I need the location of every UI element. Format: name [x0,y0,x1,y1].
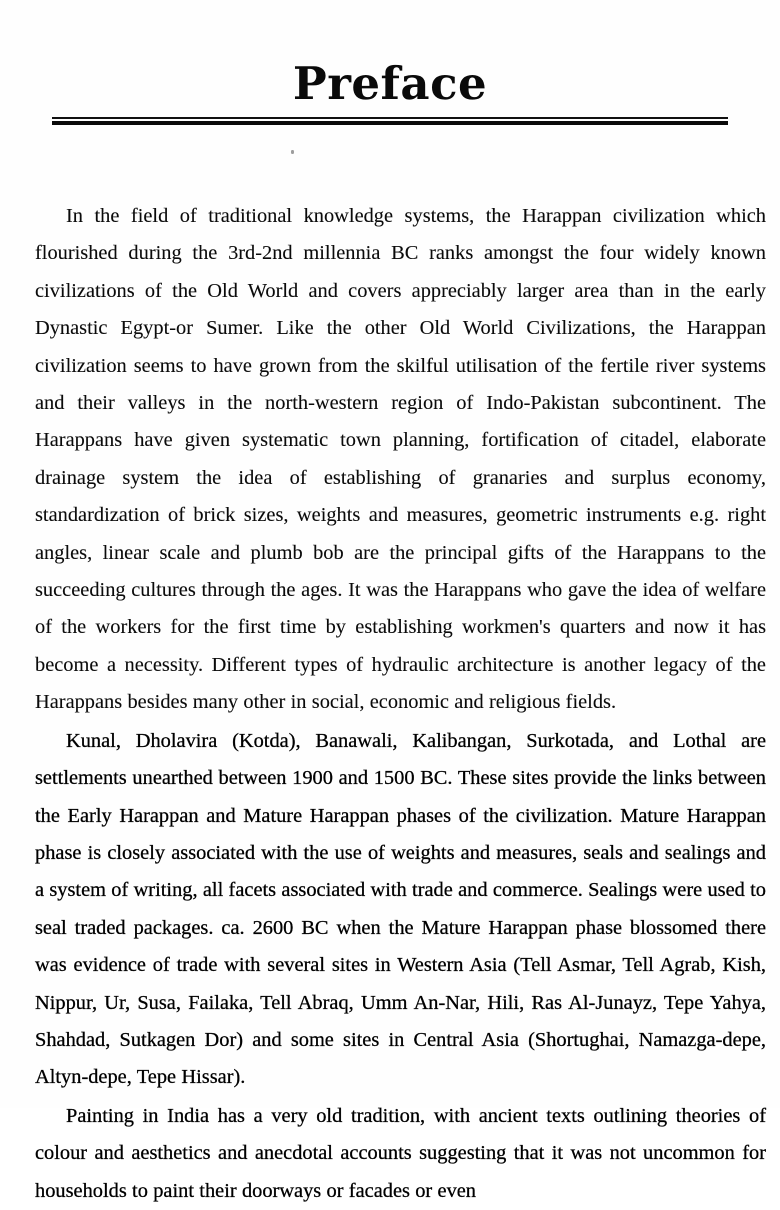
paragraph-painting-in-india: Painting in India has a very old tradition, with ancient texts outlining theories of colour and aesthetics and anecdotal accounts suggesting that it was not uncommon for households to paint their doorways or facades or even [35,1104,766,1202]
title-block [0,58,780,110]
paragraph-harappan-civilization: In the field of traditional knowledge systems, the Harappan civilization which flourished during the 3rd-2nd millennia BC ranks amongst the four widely known civilizations of the Old World and covers appreciably larger area than in the early Dynastic Egypt-or Sumer. Like the other Old World Civilizations, the Harappan civilization seems to have grown from the skilful utilisation of the fertile river systems and their valleys in the north-western region of Indo-Pakistan subcontinent. The Harappans have given systematic town planning, fortification of citadel, elaborate drainage system the idea of establishing of granaries and surplus economy, standardization of brick sizes, weights and measures, geometric instruments e.g. right angles, linear scale and plumb bob are the principal gifts of the Harappans to the succeeding cultures through the ages. It was the Harappans who gave the idea of welfare of the workers for the first time by establishing workmen's quarters and now it has become a necessity. Different types of hydraulic architecture is another legacy of the Harappans besides many other in social, economic and religious fields. [35,205,766,714]
paragraph-harappan-settlements-trade: Kunal, Dholavira (Kotda), Banawali, Kalibangan, Surkotada, and Lothal are settlements unearthed between 1900 and 1500 BC. These sites provide the links between the Early Harappan and Mature Harappan phases of the civilization. Mature Harappan phase is closely associated with the use of weights and measures, seals and sealings and a system of writing, all facets associated with trade and commerce. Sealings were used to seal traded packages. ca. 2600 BC when the Mature Harappan phase blossomed there was evidence of trade with several sites in Western Asia (Tell Asmar, Tell Agrab, Kish, Nippur, Ur, Susa, Failaka, Tell Abraq, Umm An-Nar, Hili, Ras Al-Junayz, Tepe Yahya, Shahdad, Sutkagen Dor) and some sites in Central Asia (Shortughai, Namazga-depe, Altyn-depe, Tepe Hissar). [35,729,766,1089]
divider-line-thick [52,121,728,125]
scan-speck [291,150,294,154]
page-title: Preface [292,57,488,110]
title-divider [52,117,728,125]
body-text [35,198,766,1210]
